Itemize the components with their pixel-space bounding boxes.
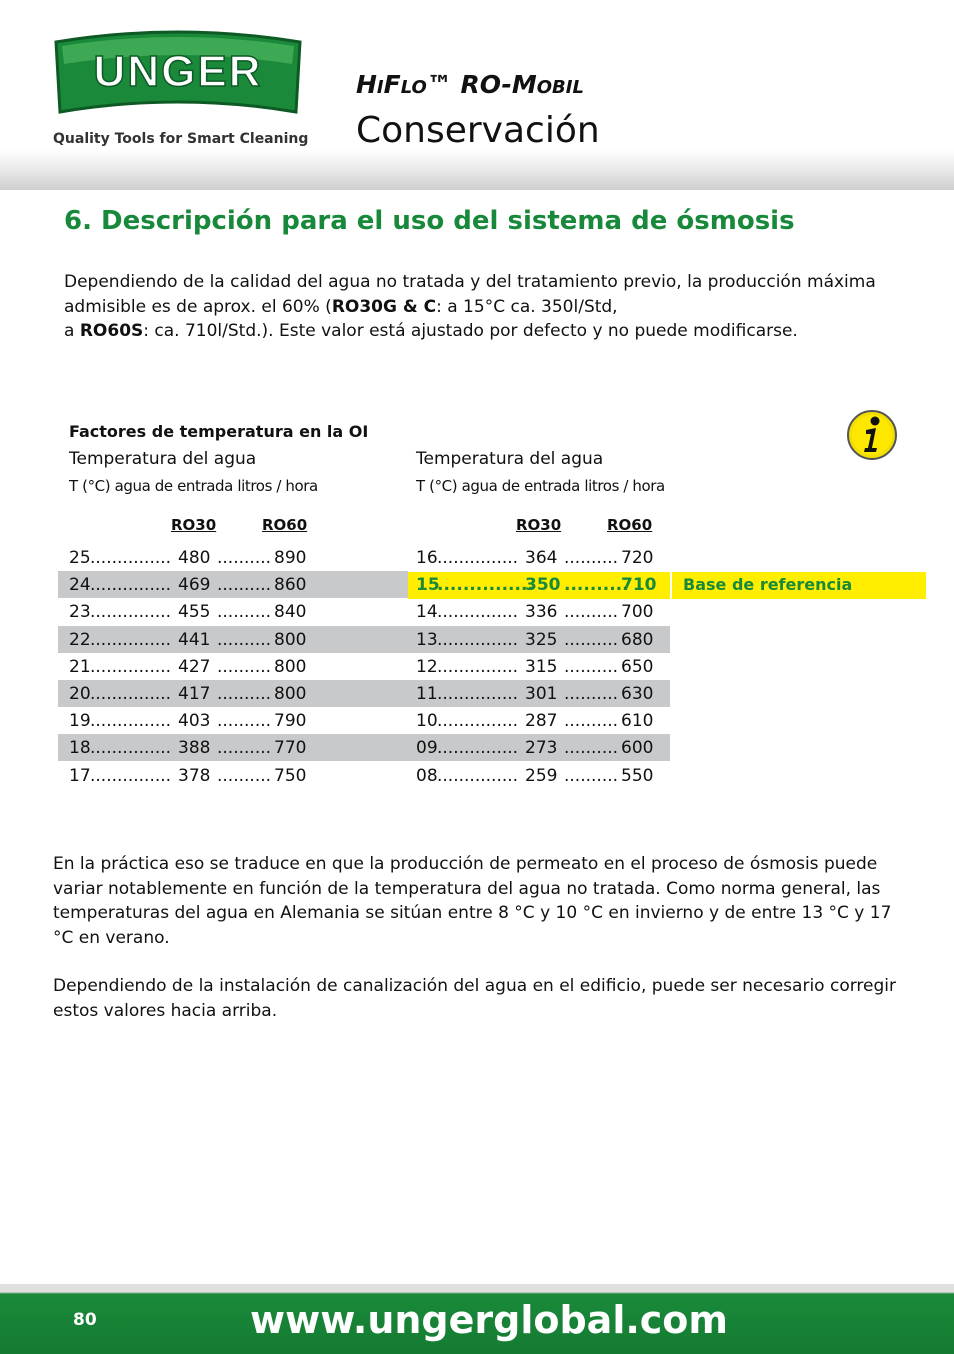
table-row (58, 680, 670, 707)
temperature-cell: 13 (416, 629, 438, 650)
temperature-cell: 22 (69, 629, 91, 650)
page-title: Conservación (356, 110, 600, 151)
product-name: HiFlo™ RO-Mobil (356, 70, 584, 99)
dot-leader: ............... (90, 738, 172, 759)
temperature-cell: 20 (69, 684, 91, 704)
dot-leader: .......... (217, 575, 272, 596)
dot-leader: .......... (564, 738, 619, 759)
table-title: Factores de temperatura en la OI (69, 422, 369, 441)
dot-leader: ............... (437, 656, 519, 677)
ro30-value: 315 (525, 656, 558, 677)
dot-leader: .......... (564, 548, 619, 568)
dot-leader: ............... (90, 575, 172, 596)
temperature-cell: 24 (69, 575, 91, 596)
temperature-cell: 21 (69, 656, 91, 677)
ro30-value: 455 (178, 602, 211, 623)
dot-leader: ............... (90, 765, 172, 786)
table-row (58, 544, 670, 571)
ro60-value: 800 (274, 684, 307, 704)
temperature-cell: 09 (416, 738, 438, 759)
ro30-value: 259 (525, 765, 558, 786)
dot-leader: .......... (564, 765, 619, 786)
ro60-value: 790 (274, 711, 307, 732)
dot-leader: ............... (90, 548, 172, 568)
ro60-value: 630 (621, 684, 654, 704)
right-ro60-header: RO60 (607, 516, 653, 534)
dot-leader: .......... (217, 656, 272, 677)
dot-leader: ............... (90, 656, 172, 677)
dot-leader: .......... (217, 711, 272, 732)
practice-paragraph: En la práctica eso se traduce en que la producción de permeato en el proceso de ósmosis puede variar notablemente en función de la temperatura del agua no tratada. Como norma general, las temperaturas del agua en Alemania se sitúan entre 8 °C y 10 °C en invierno y de entre 13 °C y 17 °C en verano. (53, 854, 892, 948)
dot-leader: ............... (437, 602, 519, 623)
left-ro60-header: RO60 (262, 516, 308, 534)
table-row (58, 734, 670, 761)
ro30-value: 378 (178, 765, 211, 786)
temperature-cell: 14 (416, 602, 438, 623)
dot-leader: .......... (217, 629, 272, 650)
ro30-value: 273 (525, 738, 558, 759)
temperature-cell: 16 (416, 548, 438, 568)
dot-leader: .......... (217, 684, 272, 704)
info-icon (845, 408, 899, 462)
temperature-cell: 12 (416, 656, 438, 677)
ro30-value: 427 (178, 656, 211, 677)
dot-leader: .......... (564, 711, 619, 732)
dot-leader: .......... (564, 602, 619, 623)
ro30-value: 388 (178, 738, 211, 759)
installation-paragraph: Dependiendo de la instalación de canalización del agua en el edificio, puede ser necesario corregir estos valores hacia arriba. (53, 976, 896, 1021)
dot-leader: .......... (564, 575, 629, 596)
dot-leader: .......... (564, 629, 619, 650)
ro60-value: 610 (621, 711, 654, 732)
dot-leader: .......... (564, 684, 619, 704)
ro30-value: 480 (178, 548, 211, 568)
svg-text:UNGER: UNGER (93, 47, 263, 96)
table-row (58, 653, 670, 680)
left-ro30-header: RO30 (171, 516, 217, 534)
tagline: Quality Tools for Smart Cleaning (53, 131, 309, 147)
right-column-heading: Temperatura del agua (416, 449, 604, 469)
table-row (58, 762, 670, 789)
ro30-value: 325 (525, 629, 558, 650)
ro30-value: 287 (525, 711, 558, 732)
website-link[interactable]: www.ungerglobal.com (250, 1298, 729, 1342)
table-row (58, 626, 670, 653)
left-column-heading: Temperatura del agua (69, 449, 257, 469)
ro60-value: 750 (274, 765, 307, 786)
right-ro30-header: RO30 (516, 516, 562, 534)
ro60-value: 800 (274, 629, 307, 650)
temperature-cell: 08 (416, 765, 438, 786)
ro60-value: 770 (274, 738, 307, 759)
temperature-cell: 15 (416, 575, 440, 596)
ro60-value: 840 (274, 602, 307, 623)
dot-leader: ............... (90, 629, 172, 650)
dot-leader: .......... (217, 602, 272, 623)
dot-leader: ............... (90, 684, 172, 704)
page-number: 80 (73, 1310, 97, 1330)
highlight-divider (670, 572, 672, 599)
temperature-cell: 23 (69, 602, 91, 623)
temperature-cell: 10 (416, 711, 438, 732)
dot-leader: ............... (437, 575, 534, 596)
temperature-cell: 18 (69, 738, 91, 759)
dot-leader: ............... (437, 765, 519, 786)
dot-leader: ............... (90, 711, 172, 732)
ro30-value: 301 (525, 684, 558, 704)
temperature-cell: 19 (69, 711, 91, 732)
table-row (58, 598, 670, 625)
table-row (58, 571, 670, 598)
dot-leader: .......... (564, 656, 619, 677)
ro60-value: 650 (621, 656, 654, 677)
dot-leader: ............... (437, 738, 519, 759)
ro30-value: 350 (525, 575, 561, 596)
ro60-value: 710 (621, 575, 657, 596)
ro30-value: 364 (525, 548, 558, 568)
ro60-value: 860 (274, 575, 307, 596)
dot-leader: ............... (437, 684, 519, 704)
left-column-subheading: T (°C) agua de entrada litros / hora (69, 477, 318, 495)
dot-leader: ............... (437, 548, 519, 568)
temperature-cell: 25 (69, 548, 91, 568)
ro30-value: 417 (178, 684, 211, 704)
ro60-value: 800 (274, 656, 307, 677)
dot-leader: ............... (90, 602, 172, 623)
reference-label: Base de referencia (683, 575, 853, 594)
intro-paragraph: Dependiendo de la calidad del agua no tratada y del tratamiento previo, la producción máxima admisible es de aprox. el 60% (RO30G & C: a 15°C ca. 350l/Std, a RO60S: ca. 710l/Std.). Este valor está ajustado por defecto y no puede modificarse. (64, 272, 876, 341)
ro60-value: 600 (621, 738, 654, 759)
ro60-value: 700 (621, 602, 654, 623)
ro60-value: 890 (274, 548, 307, 568)
ro30-value: 441 (178, 629, 211, 650)
dot-leader: .......... (217, 548, 272, 568)
ro30-value: 403 (178, 711, 211, 732)
section-title: 6. Descripción para el uso del sistema de ósmosis (64, 206, 795, 236)
dot-leader: .......... (217, 738, 272, 759)
ro60-value: 720 (621, 548, 654, 568)
ro60-value: 680 (621, 629, 654, 650)
right-column-subheading: T (°C) agua de entrada litros / hora (416, 477, 665, 495)
ro60-value: 550 (621, 765, 654, 786)
dot-leader: ............... (437, 629, 519, 650)
ro30-value: 336 (525, 602, 558, 623)
temperature-cell: 11 (416, 684, 438, 704)
ro30-value: 469 (178, 575, 211, 596)
dot-leader: .......... (217, 765, 272, 786)
dot-leader: ............... (437, 711, 519, 732)
temperature-cell: 17 (69, 765, 91, 786)
table-row (58, 707, 670, 734)
